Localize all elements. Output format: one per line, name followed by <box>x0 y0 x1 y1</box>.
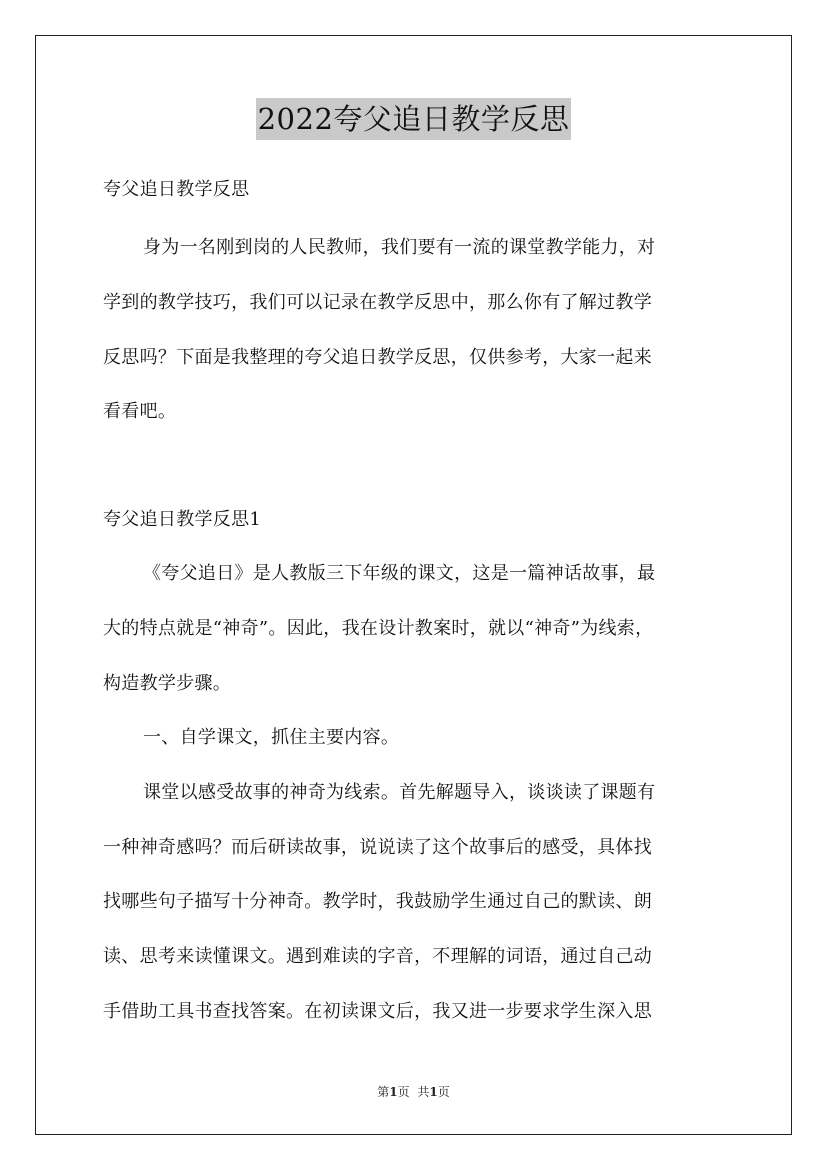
paragraph-line: 《夸父追日》是人教版三下年级的课文，这是一篇神话故事，最 <box>143 563 656 584</box>
paragraph-line: 构造教学步骤。 <box>103 673 232 694</box>
total-pages: 1 <box>429 1085 438 1099</box>
paragraph-line: 手借助工具书查找答案。在初读课文后，我又进一步要求学生深入思 <box>103 1001 652 1022</box>
paragraph-line: 学到的教学技巧，我们可以记录在教学反思中，那么你有了解过教学 <box>103 292 652 313</box>
total-prefix: 共 <box>417 1085 430 1099</box>
title-container <box>0 98 827 140</box>
subtitle: 夸父追日教学反思 <box>103 179 250 200</box>
page-footer <box>0 1084 827 1100</box>
paragraph-line: 身为一名刚到岗的人民教师，我们要有一流的课堂教学能力，对 <box>143 237 656 258</box>
paragraph-line: 反思吗？下面是我整理的夸父追日教学反思，仅供参考，大家一起来 <box>103 347 652 368</box>
section-heading: 夸父追日教学反思1 <box>103 509 262 530</box>
total-suffix: 页 <box>437 1085 450 1099</box>
paragraph-line: 找哪些句子描写十分神奇。教学时，我鼓励学生通过自己的默读、朗 <box>103 891 652 912</box>
page-prefix: 第 <box>377 1085 390 1099</box>
paragraph-line: 读、思考来读懂课文。遇到难读的字音，不理解的词语，通过自己动 <box>103 946 652 967</box>
paragraph-line: 课堂以感受故事的神奇为线索。首先解题导入，谈谈读了课题有 <box>143 782 656 803</box>
page-suffix: 页 <box>397 1085 410 1099</box>
page-number: 1 <box>389 1085 398 1099</box>
paragraph-line: 一种神奇感吗？而后研读故事，说说读了这个故事后的感受，具体找 <box>103 837 652 858</box>
paragraph-line: 大的特点就是“神奇”。因此，我在设计教案时，就以“神奇”为线索， <box>103 618 654 639</box>
document-title: 2022夸父追日教学反思 <box>256 98 572 140</box>
paragraph-line: 看看吧。 <box>103 401 177 422</box>
subsection-heading: 一、自学课文，抓住主要内容。 <box>143 727 400 748</box>
